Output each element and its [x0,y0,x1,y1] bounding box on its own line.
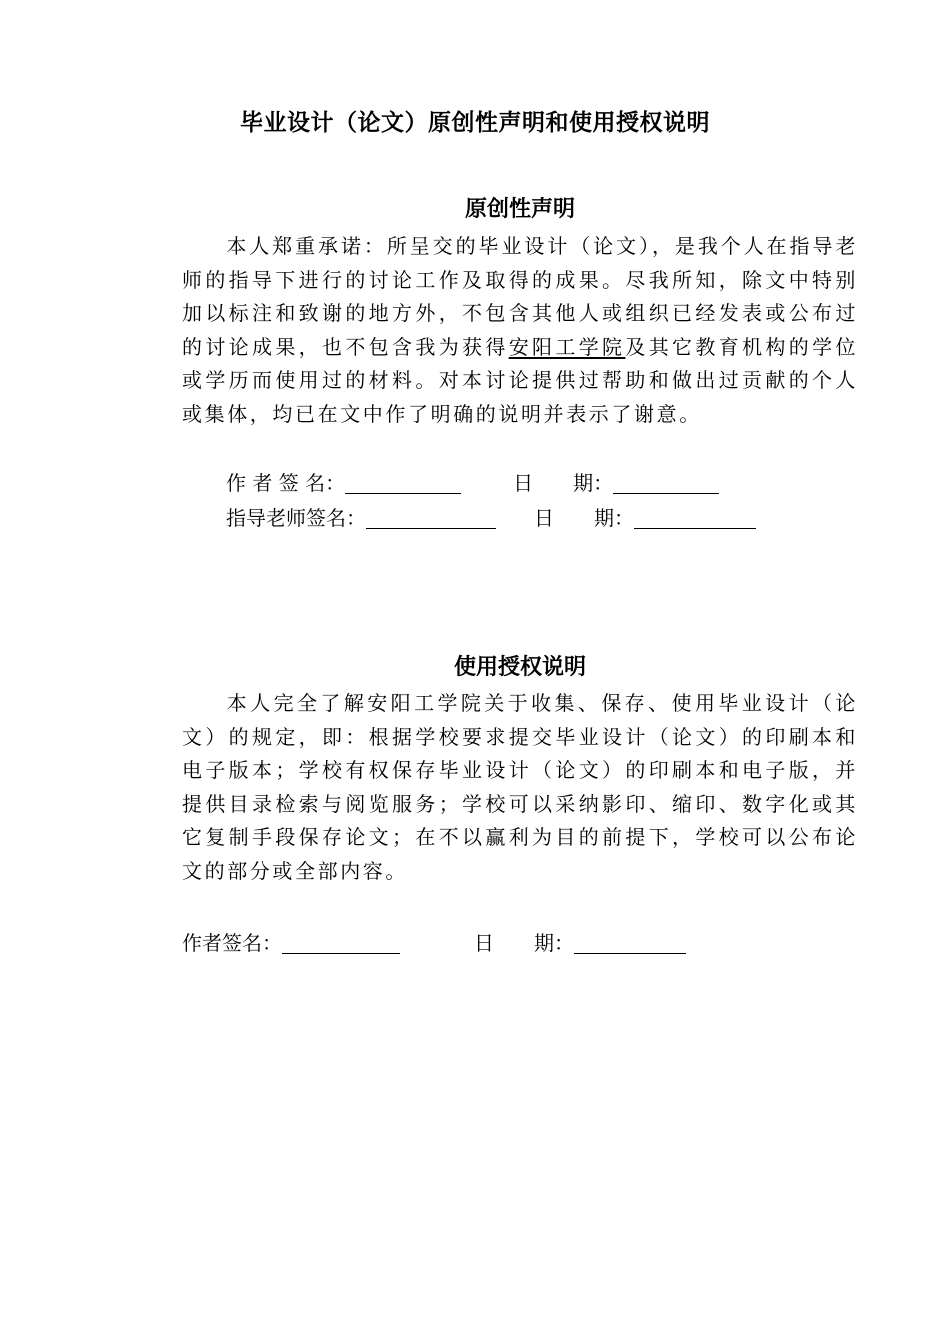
authorization-date-field[interactable] [574,931,686,954]
originality-title: 原创性声明 [464,197,575,222]
author-signature-label: 作 者 签 名： [226,471,346,495]
author-signature-field[interactable] [345,471,461,494]
authorization-signature-label: 作者签名： [182,931,282,955]
originality-paragraph [182,230,858,432]
advisor-signature-row [226,503,756,533]
advisor-date-field[interactable] [634,506,756,529]
author-date-label: 日 期： [513,471,614,495]
authorization-signature-row [182,928,686,958]
authorization-date-label: 日 期： [474,931,574,955]
authorization-text: 本人完全了解安阳工学院关于收集、保存、使用毕业设计（论文）的规定，即：根据学校要求提交毕业设计（论文）的印刷本和电子版本；学校有权保存毕业设计（论文）的印刷本和电子版，并提供目录检索与阅览服务；学校可以采纳影印、缩印、数字化或其它复制手段保存论文；在不以赢利为目的前提下，学校可以公布论文的部分或全部内容。 [182,691,858,883]
originality-text-tail: 及其它教育机构的学位或学历而使用过的材料。对本讨论提供过帮助和做出过贡献的个人或集体，均已在文中作了明确的说明并表示了谢意。 [182,334,859,426]
author-date-field[interactable] [613,471,719,494]
institution-name: 安阳工学院 [508,334,626,359]
originality-text-lead: 本人郑重承诺：所呈交的毕业设计（论文），是我个人在指导老师的指导下进行的讨论工作及取得的成果。尽我所知，除文中特别加以标注和致谢的地方外，不包含其他人或组织已经发表或公布过的讨论成果，也不包含我为获得 [182,234,858,359]
document-title: 毕业设计（论文）原创性声明和使用授权说明 [240,110,710,136]
authorization-signature-field[interactable] [282,931,400,954]
advisor-signature-label: 指导老师签名： [226,506,366,530]
author-signature-row [226,468,719,498]
authorization-title: 使用授权说明 [453,655,586,680]
advisor-date-label: 日 期： [534,506,634,530]
advisor-signature-field[interactable] [366,506,496,529]
authorization-paragraph [182,687,858,889]
